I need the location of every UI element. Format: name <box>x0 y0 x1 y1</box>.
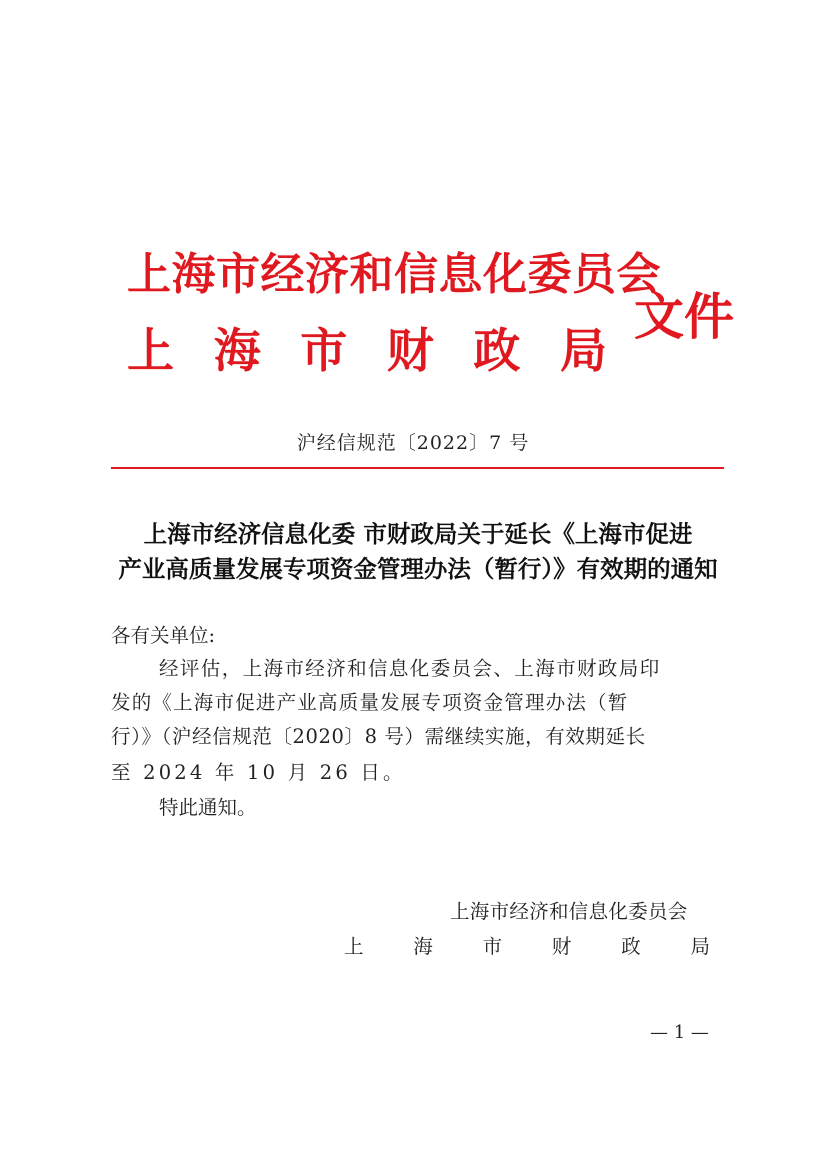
issuing-org-line2 <box>127 314 607 381</box>
salutation: 各有关单位: <box>111 624 216 647</box>
org-char: 财 <box>386 324 434 379</box>
signature-org2 <box>344 931 710 959</box>
signature-org1: 上海市经济和信息化委员会 <box>450 900 688 923</box>
org-char: 上 <box>127 324 174 379</box>
signature-char: 局 <box>690 935 710 958</box>
notice-title-line1: 上海市经济信息化委 市财政局关于延长《上海市促进 <box>143 520 693 548</box>
page-number: — 1 — <box>650 1022 709 1043</box>
closing-line: 特此通知。 <box>159 796 257 819</box>
paragraph-line: 发的《上海市促进产业高质量发展专项资金管理办法（暂 <box>111 691 629 714</box>
org-char: 海 <box>213 324 261 379</box>
issuing-org-line1: 上海市经济和信息化委员会 <box>127 249 661 300</box>
org-char: 政 <box>473 324 521 379</box>
signature-char: 财 <box>551 935 572 958</box>
notice-title-line2: 产业高质量发展专项资金管理办法（暂行）》有效期的通知 <box>118 555 718 583</box>
document-number: 沪经信规范〔2022〕7 号 <box>296 432 530 454</box>
paragraph-line: 至 2024 年 10 月 26 日。 <box>111 761 406 784</box>
paragraph-line: 经评估，上海市经济和信息化委员会、上海市财政局印 <box>159 657 661 680</box>
signature-char: 市 <box>482 935 503 958</box>
org-char: 市 <box>300 324 348 379</box>
signature-char: 上 <box>344 935 364 958</box>
paragraph-line: 行）》（沪经信规范〔2020〕8 号）需继续实施，有效期延长 <box>111 725 646 748</box>
signature-char: 海 <box>413 935 433 958</box>
signature-char: 政 <box>621 935 641 958</box>
org-char: 局 <box>559 324 607 379</box>
document-label: 文件 <box>634 287 734 346</box>
red-divider <box>111 467 724 469</box>
